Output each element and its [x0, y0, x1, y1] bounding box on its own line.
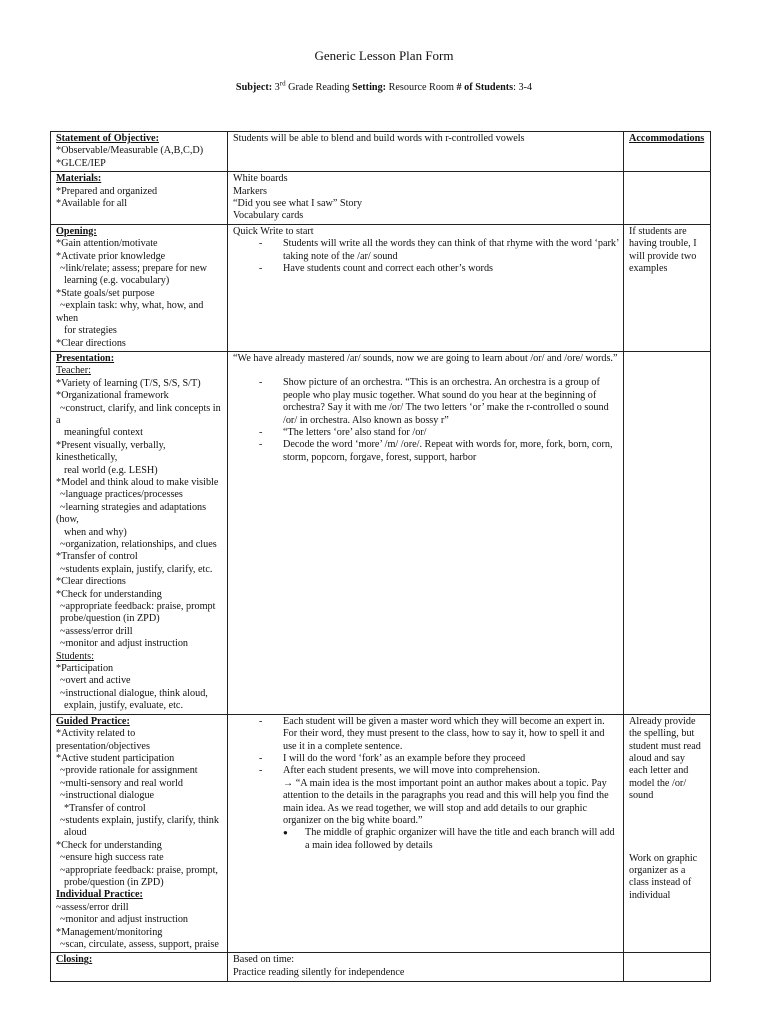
- spacer: [233, 365, 619, 377]
- criteria-line: *GLCE/IEP: [56, 157, 106, 169]
- objective-text: Students will be able to blend and build words with r-controlled vowels: [233, 133, 525, 144]
- criteria-line: *Prepared and organized: [56, 185, 158, 197]
- subject-value: Grade Reading: [288, 82, 350, 93]
- criteria-line: explain, justify, evaluate, etc.: [64, 700, 183, 712]
- materials-row: [51, 172, 711, 225]
- guided-practice-row: [51, 714, 711, 953]
- presentation-row: [51, 351, 711, 714]
- criteria-line: *Gain attention/motivate: [56, 238, 158, 250]
- list-item: - Students will write all the words they can think of that rhyme with the word ‘park’ taking note of the /ar/ sound: [259, 238, 619, 263]
- opening-heading: Opening:: [56, 225, 97, 237]
- accommodation-text: Already provide the spelling, but student must read aloud and say each letter and model the /or/ sound: [629, 715, 701, 802]
- criteria-line: (how,: [56, 514, 79, 526]
- criteria-line: when and why): [64, 526, 127, 538]
- criteria-line: ~learning strategies and adaptations: [60, 501, 207, 513]
- accommodation-text: Work on graphic organizer as a class instead of individual: [629, 852, 698, 901]
- main-idea-arrow-text: → “A main idea is the most important point an author makes about a topic. Pay attention to the details in the paragraphs you read and this will help you find the main idea. As we read together, we will stop and add details to our graphic organizer on the big white board.”: [283, 777, 609, 826]
- criteria-line: *Available for all: [56, 198, 128, 210]
- criteria-line: meaningful context: [64, 427, 143, 439]
- closing-heading: Closing:: [56, 954, 93, 966]
- objective-criteria-cell: [51, 132, 228, 172]
- presentation-list: [233, 377, 619, 464]
- criteria-line: *State goals/set purpose: [56, 287, 155, 299]
- subject-line: [0, 79, 768, 94]
- material-item: Vocabulary cards: [233, 210, 304, 222]
- criteria-line: ~provide rationale for assignment: [60, 765, 198, 777]
- criteria-line: *Organizational framework: [56, 390, 169, 402]
- criteria-line: ~construct, clarify, and link concepts in: [60, 402, 221, 414]
- criteria-line: *Observable/Measurable (A,B,C,D): [56, 145, 204, 157]
- opening-content-cell: [228, 224, 624, 351]
- materials-content-cell: [228, 172, 624, 225]
- criteria-line: ~ensure high success rate: [60, 852, 164, 864]
- criteria-line: probe/question (in ZPD): [60, 613, 160, 625]
- opening-intro: Quick Write to start: [233, 225, 314, 237]
- opening-criteria-cell: [51, 224, 228, 351]
- criteria-line: *Activity related to: [56, 728, 136, 740]
- criteria-line: *Participation: [56, 663, 114, 675]
- list-item: - Show picture of an orchestra. “This is an orchestra. An orchestra is a group of people who play music together. What sound do you hear at the beginning of orchestra? Say it with me /or/ The two letters ‘or’ make the r-controlled o sound /or/ in orchestra. Also known as bossy r”: [259, 377, 619, 427]
- document-title: Generic Lesson Plan Form: [314, 48, 454, 63]
- criteria-line: *Check for understanding: [56, 588, 162, 600]
- presentation-criteria-cell: [51, 351, 228, 714]
- criteria-line: presentation/objectives: [56, 740, 150, 752]
- criteria-line: when: [56, 312, 79, 324]
- criteria-line: ~language practices/processes: [60, 489, 183, 501]
- criteria-line: ~students explain, justify, clarify, etc.: [60, 563, 213, 575]
- criteria-line: *Active student participation: [56, 752, 175, 764]
- criteria-line: ~link/relate; assess; prepare for new: [60, 263, 207, 275]
- criteria-line: ~students explain, justify, clarify, think: [60, 814, 219, 826]
- criteria-line: ~assess/error drill: [60, 625, 133, 637]
- presentation-quote: “We have already mastered /ar/ sounds, now we are going to learn about /or/ and /ore/ words.”: [233, 352, 618, 364]
- materials-criteria-cell: [51, 172, 228, 225]
- guided-practice-heading: Guided Practice:: [56, 715, 130, 727]
- criteria-line: ~scan, circulate, assess, support, praise: [60, 939, 219, 950]
- lesson-plan-table: [50, 131, 711, 982]
- subject-grade-suffix: rd: [279, 79, 286, 88]
- accommodations-heading: Accommodations: [629, 133, 705, 144]
- setting-value: Resource Room: [388, 82, 454, 93]
- list-item: ● The middle of graphic organizer will have the title and each branch will add a main idea followed by details: [283, 827, 619, 852]
- criteria-line: ~instructional dialogue: [60, 790, 155, 802]
- criteria-line: real world (e.g. LESH): [64, 464, 158, 476]
- criteria-line: ~organization, relationships, and clues: [60, 539, 217, 550]
- criteria-line: *Transfer of control: [56, 551, 138, 563]
- opening-row: [51, 224, 711, 351]
- list-item: - Have students count and correct each other’s words: [259, 263, 619, 275]
- students-label: # of Students: [456, 82, 514, 93]
- material-item: “Did you see what I saw” Story: [233, 198, 363, 210]
- criteria-line: aloud: [64, 827, 87, 839]
- guided-criteria-cell: [51, 714, 228, 953]
- criteria-line: ~instructional dialogue, think aloud,: [60, 687, 208, 699]
- criteria-line: *Clear directions: [56, 576, 126, 588]
- criteria-line: *Present visually, verbally,: [56, 439, 166, 451]
- students-subheading: Students:: [56, 650, 94, 662]
- criteria-line: *Activate prior knowledge: [56, 250, 166, 262]
- criteria-line: a: [56, 414, 61, 426]
- objective-row: [51, 132, 711, 172]
- criteria-line: learning (e.g. vocabulary): [64, 275, 170, 287]
- presentation-heading: Presentation:: [56, 352, 115, 364]
- guided-accommodation-cell: [624, 714, 711, 953]
- material-item: Markers: [233, 185, 267, 197]
- material-item: White boards: [233, 173, 288, 185]
- closing-row: [51, 953, 711, 982]
- criteria-line: *Clear directions: [56, 337, 126, 349]
- guided-list: [233, 716, 619, 778]
- teacher-subheading: Teacher:: [56, 365, 91, 377]
- criteria-line: ~appropriate feedback: praise, prompt: [60, 601, 216, 613]
- opening-list: [233, 238, 619, 275]
- criteria-line: ~explain task: why, what, how, and: [60, 300, 204, 312]
- closing-accommodation-cell: [624, 953, 711, 982]
- criteria-line: ~appropriate feedback: praise, prompt,: [60, 864, 218, 876]
- list-item: - After each student presents, we will move into comprehension.: [259, 765, 619, 777]
- criteria-line: ~assess/error drill: [56, 901, 129, 913]
- individual-practice-heading: Individual Practice:: [56, 889, 143, 901]
- list-item: - I will do the word ‘fork’ as an example before they proceed: [259, 753, 619, 765]
- organizer-list: [233, 827, 619, 852]
- list-item: - “The letters ‘ore’ also stand for /or/: [259, 427, 619, 439]
- criteria-line: *Management/monitoring: [56, 926, 163, 938]
- objective-content-cell: [228, 132, 624, 172]
- guided-content-cell: [228, 714, 624, 953]
- criteria-line: *Transfer of control: [64, 802, 146, 814]
- setting-label: Setting:: [352, 82, 387, 93]
- criteria-line: kinesthetically,: [56, 452, 118, 464]
- students-value: : 3-4: [513, 82, 533, 93]
- closing-content-cell: [228, 953, 624, 982]
- closing-line: Based on time:: [233, 954, 295, 966]
- criteria-line: *Variety of learning (T/S, S/S, S/T): [56, 377, 201, 389]
- materials-accommodation-cell: [624, 172, 711, 225]
- criteria-line: *Model and think aloud to make visible: [56, 476, 219, 488]
- criteria-line: ~overt and active: [60, 675, 131, 687]
- materials-heading: Materials:: [56, 173, 102, 185]
- accommodations-header-cell: [624, 132, 711, 172]
- presentation-content-cell: [228, 351, 624, 714]
- subject-label: Subject:: [235, 82, 273, 93]
- opening-accommodation-cell: [624, 224, 711, 351]
- criteria-line: probe/question (in ZPD): [64, 876, 164, 888]
- criteria-line: *Check for understanding: [56, 839, 162, 851]
- criteria-line: for strategies: [64, 325, 117, 337]
- criteria-line: ~monitor and adjust instruction: [60, 638, 189, 650]
- closing-line: Practice reading silently for independence: [233, 966, 405, 978]
- subject-grade-number: 3: [274, 82, 280, 93]
- spacer: [629, 803, 706, 853]
- presentation-accommodation-cell: [624, 351, 711, 714]
- criteria-line: ~monitor and adjust instruction: [60, 914, 189, 926]
- accommodation-text: If students are having trouble, I will provide two examples: [629, 225, 697, 275]
- list-item: - Decode the word ‘more’ /m/ /ore/. Repeat with words for, more, fork, born, corn, storm, popcorn, forgave, forest, support, harbor: [259, 439, 619, 464]
- criteria-line: ~multi-sensory and real world: [60, 777, 183, 789]
- list-item: - Each student will be given a master word which they will become an expert in. For their word, they must present to the class, how to say it, how to spell it and use it in a complete sentence.: [259, 716, 619, 753]
- closing-criteria-cell: [51, 953, 228, 982]
- objective-heading: Statement of Objective:: [56, 133, 159, 144]
